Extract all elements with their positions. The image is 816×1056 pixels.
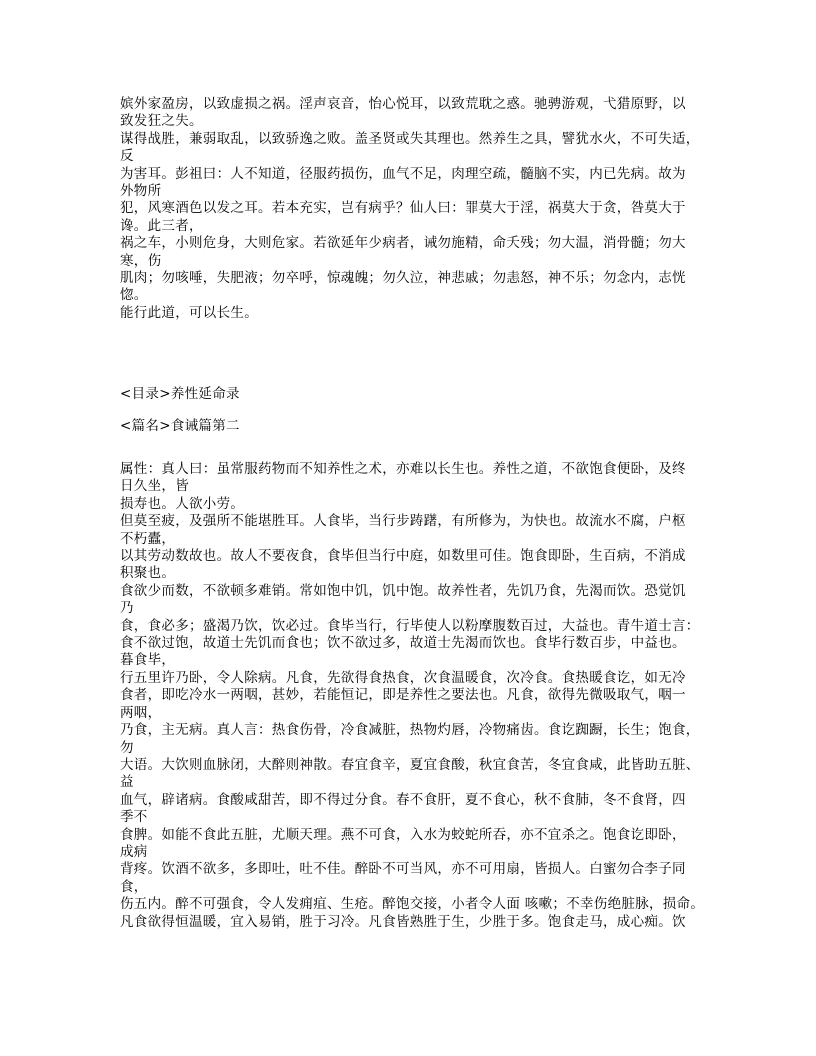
text-line: 乃食，主无病。真人言：热食伤骨，冷食减脏，热物灼唇，冷物痛齿。食讫踟蹰，长生；饱食， <box>120 722 700 739</box>
text-line: 血气，辟诸病。食酸咸甜苦，即不得过分食。春不食肝，夏不食心，秋不食肺，冬不食肾，四 <box>120 791 686 808</box>
text-line: 暮食毕， <box>120 652 176 669</box>
text-line: 益 <box>120 774 134 791</box>
text-line: 反 <box>120 148 134 165</box>
text-line: 食欲少而数，不欲顿多难销。常如饱中饥，饥中饱。故养性者，先饥乃食，先渴而饮。恐觉饥 <box>120 582 686 599</box>
text-line: 大语。大饮则血脉闭，大醉则神散。春宜食辛，夏宜食酸，秋宜食苦，冬宜食咸，此皆助五脏、 <box>120 756 700 773</box>
text-line: 食， <box>120 878 148 895</box>
text-line: 谋得战胜，兼弱取乱，以致骄逸之败。盖圣贤或失其理也。然养生之具，譬犹水火，不可失适， <box>120 130 700 147</box>
text-line: 乃 <box>120 600 134 617</box>
toc-heading <box>120 386 700 403</box>
text-line: 祸之车，小则危身，大则危家。若欲延年少病者，诫勿施精，命夭残；勿大温，消骨髓；勿大 <box>120 235 686 252</box>
text-line: 为害耳。彭祖曰：人不知道，径服药损伤，血气不足，肉理空疏，髓脑不实，内已先病。故为 <box>120 165 686 182</box>
text-line: 食脾。如能不食此五脏，尤顺天理。燕不可食，入水为蛟蛇所吞，亦不宜杀之。饱食讫即卧， <box>120 826 686 843</box>
text-line: 以其劳动数故也。故人不要夜食，食毕但当行中庭，如数里可佳。饱食即卧，生百病，不消成 <box>120 548 686 565</box>
text-line: 属性：真人曰：虽常服药物而不知养性之术，亦难以长生也。养性之道，不欲饱食便卧，及终 <box>120 461 686 477</box>
text-line: 寒，伤 <box>120 252 162 269</box>
text-line: 成病 <box>120 843 148 860</box>
text-line: 勿 <box>120 739 134 756</box>
text-line: 日久坐，皆 <box>120 478 189 495</box>
text-line: 不朽蠹， <box>120 530 176 547</box>
text-line: 背疼。饮酒不欲多，多即吐，吐不佳。醉卧不可当风，亦不可用扇，皆损人。白蜜勿合李子同 <box>120 861 686 878</box>
text-line: 损寿也。人欲小劳。 <box>120 495 245 512</box>
text-line: 积聚也。 <box>120 565 176 582</box>
chapter-heading-text: <篇名>食诫篇第二 <box>120 418 240 434</box>
text-line: 嫔外家盈房，以致虚损之祸。淫声哀音，怡心悦耳，以致荒耽之惑。驰骋游观，弋猎原野，以 <box>120 96 686 112</box>
text-line: 能行此道，可以长生。 <box>120 304 258 321</box>
text-line: 行五里许乃卧，令人除病。凡食，先欲得食热食，次食温暖食，次冷食。食热暖食讫，如无冷 <box>120 669 686 686</box>
text-line: 食，食必多；盛渴乃饮，饮必过。食毕当行，行毕使人以粉摩腹数百过，大益也。青牛道士言： <box>120 617 700 634</box>
text-line: 季不 <box>120 809 148 826</box>
text-line: 致发狂之失。 <box>120 113 203 130</box>
text-line: 两咽， <box>120 704 162 721</box>
text-line: 外物所 <box>120 183 162 200</box>
text-line: 惚。 <box>120 287 148 304</box>
text-block-intro <box>120 96 700 322</box>
text-line: 食者，即吃冷水一两咽，甚妙，若能恒记，即是养性之要法也。凡食，欲得先微吸取气，咽一 <box>120 687 686 704</box>
text-line: 食不欲过饱，故道士先饥而食也；饮不欲过多，故道士先渴而饮也。食毕行数百步，中益也。 <box>120 635 686 652</box>
text-line: 犯，风寒酒色以发之耳。若本充实，岂有病乎？仙人曰：罪莫大于淫，祸莫大于贪，咎莫大于 <box>120 200 686 217</box>
text-line: 肌肉；勿咳唾，失肥液；勿卒呼，惊魂魄；勿久泣，神悲戚；勿恚怒，神不乐；勿念内，志恍 <box>120 270 686 287</box>
text-block-chapter <box>120 461 705 931</box>
text-line: 伤五内。醉不可强食，令人发痈疽、生疮。醉饱交接，小者令人面 咳嗽；不幸伤绝脏脉，损命。 <box>120 896 705 913</box>
toc-heading-text: <目录>养性延命录 <box>120 386 240 402</box>
text-line: 凡食欲得恒温暖，宜入易销，胜于习冷。凡食皆熟胜于生，少胜于多。饱食走马，成心痴。饮 <box>120 913 686 930</box>
text-line: 谗。此三者， <box>120 217 203 234</box>
chapter-heading <box>120 418 700 435</box>
text-line: 但莫至疲，及强所不能堪胜耳。人食毕，当行步踌躇，有所修为，为快也。故流水不腐，户枢 <box>120 513 686 530</box>
